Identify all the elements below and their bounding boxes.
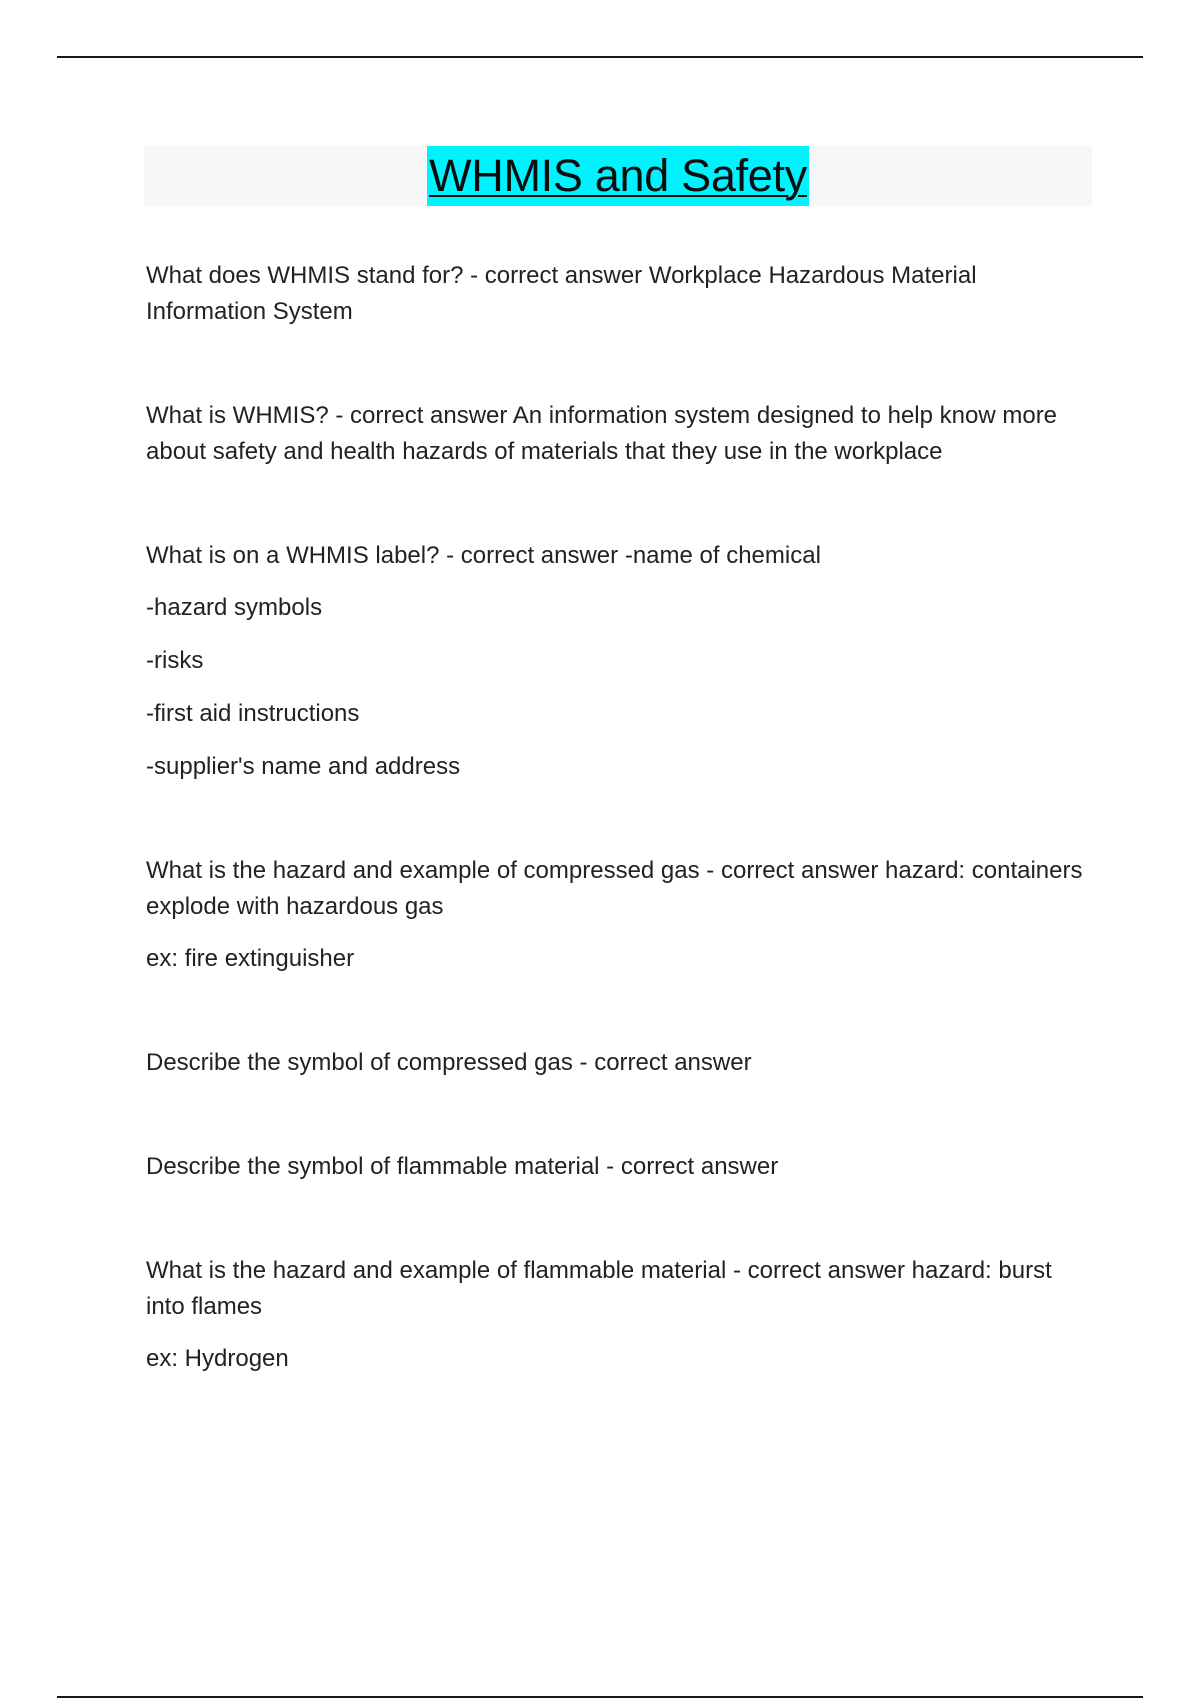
answer-line: ex: Hydrogen <box>146 1345 289 1372</box>
question-text: What is WHMIS? <box>146 402 329 429</box>
bottom-rule <box>57 1696 1143 1698</box>
answer-separator: - correct answer <box>726 1257 912 1284</box>
qa-entry <box>146 398 1086 470</box>
answer-text: An information system designed to help know more about safety and health hazards of materials that they use in the workplace <box>146 402 1058 465</box>
question-text: What does WHMIS stand for? <box>146 262 464 289</box>
answer-separator: - correct answer <box>328 402 513 429</box>
answer-text: hazard: containers explode with hazardous gas <box>146 857 1083 920</box>
answer-line: ex: fire extinguisher <box>146 945 355 972</box>
answer-line: -first aid instructions <box>146 700 360 727</box>
question-text: Describe the symbol of compressed gas <box>146 1049 573 1076</box>
answer-separator: - correct answer <box>572 1049 752 1076</box>
answer-text: Workplace Hazardous Material Information System <box>146 262 977 325</box>
question-text: Describe the symbol of flammable material <box>146 1153 600 1180</box>
answer-line: -supplier's name and address <box>146 753 461 780</box>
answer-separator: - correct answer <box>699 857 886 884</box>
qa-entry <box>146 1253 1086 1325</box>
qa-list <box>146 258 1086 1394</box>
qa-entry <box>146 1149 1086 1185</box>
answer-line: -risks <box>146 647 204 674</box>
top-rule <box>57 56 1143 58</box>
qa-entry <box>146 1045 1086 1081</box>
answer-text: hazard: burst into flames <box>146 1257 1052 1320</box>
question-text: What is on a WHMIS label? <box>146 542 440 569</box>
question-text: What is the hazard and example of flammable material <box>146 1257 727 1284</box>
answer-separator: - correct answer <box>439 542 625 569</box>
qa-entry <box>146 258 1086 330</box>
answer-separator: - correct answer <box>599 1153 779 1180</box>
qa-entry <box>146 538 1086 574</box>
answer-line: -hazard symbols <box>146 594 323 621</box>
question-text: What is the hazard and example of compressed gas <box>146 857 700 884</box>
page-title: WHMIS and Safety <box>427 146 809 206</box>
answer-separator: - correct answer <box>463 262 649 289</box>
answer-text: -name of chemical <box>624 542 821 569</box>
qa-entry <box>146 853 1086 925</box>
title-banner <box>144 146 1092 206</box>
